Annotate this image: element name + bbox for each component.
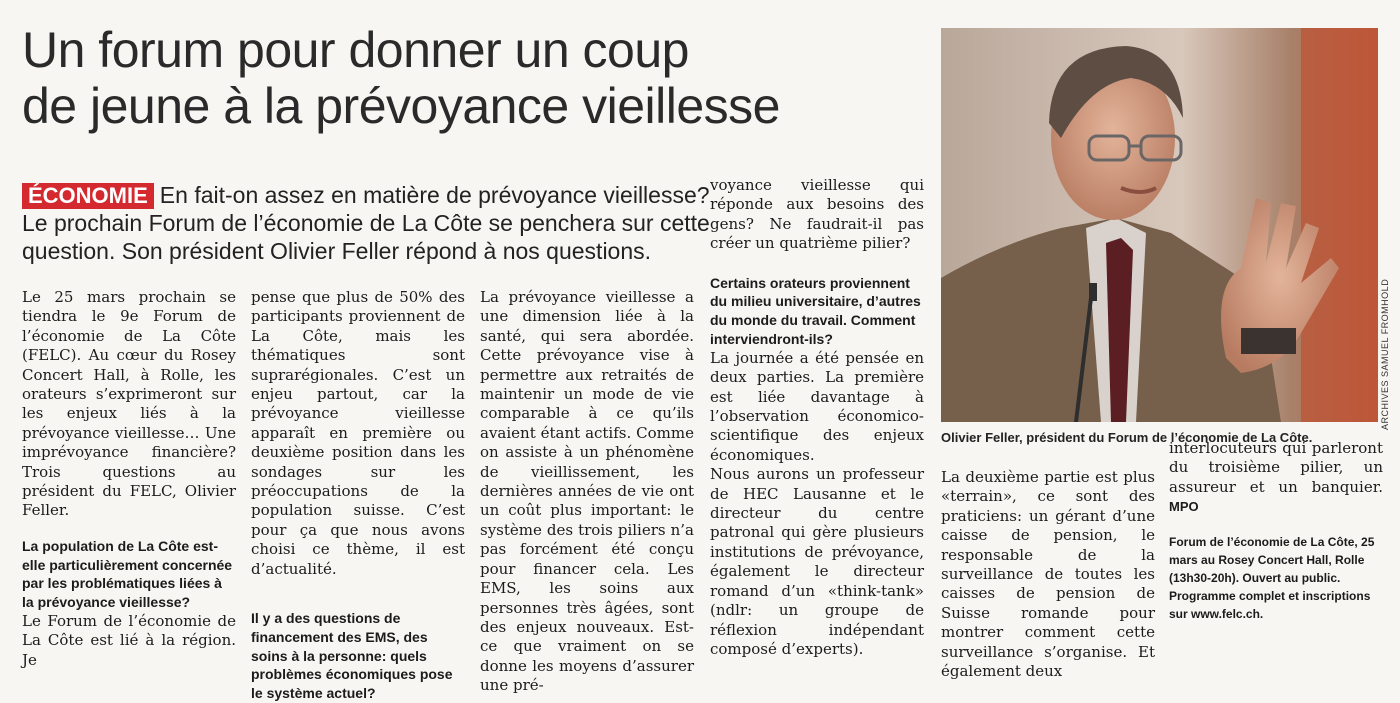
closing-text: interlocuteurs qui parleront du troisième pilier, un assureur et un banquier. [1169,439,1383,496]
answer-3-part-1: La journée a été pensée en deux parties. La première est liée davantage à l’observation économico-scientifique des enjeux économiques. [710,348,924,464]
question-3: Certains orateurs proviennent du milieu universitaire, d’autres du monde du travail. Comment interviendront-ils? [710,274,921,348]
answer-3-end [1169,439,1383,517]
answer-2-end: voyance vieillesse qui réponde aux besoins des gens? Ne faudrait-il pas créer un quatrième pilier? [710,176,924,253]
answer-3-part-3: La deuxième partie est plus «terrain», ce sont des praticiens: un gérant d’une caisse de pension, le responsable de la surveillance de toutes les caisses de pension de Suisse romande pour montrer comment cette surveillance s’organise. Et également deux [941,468,1155,681]
section-kicker: ÉCONOMIE [22,183,154,209]
answer-1-end: pense que plus de 50% des participants proviennent de La Côte, mais les thématiques sont suprarégionales. C’est un enjeu partout, car la prévoyance vieillesse apparaît en première ou deuxième position dans les sondages sur les préoccupations de la population suisse. C’est pour ça que nous avons choisi ce thème, il est d’actualité. [251,288,465,578]
answer-2: La prévoyance vieillesse a une dimension liée à la santé, qui sera abordée. Cette prévoyance vise à permettre aux retraités de maintenir un mode de vie comparable à ce qu’ils avaient étant actifs. Comme on assiste à un phénomène de vieillissement, les dernières années de vie ont un coût plus important: le système des trois piliers n’a pas forcément été conçu pour financer cela. Les EMS, les soins aux personnes très âgées, sont des enjeux nouveaux. Est-ce que vraiment on se donne les moyens d’assurer une pré- [480,288,694,695]
headline [22,22,922,134]
photo-credit [1380,250,1400,430]
event-info: Forum de l’économie de La Côte, 25 mars au Rosey Concert Hall, Rolle (13h30-20h). Ouvert au public. Programme complet et inscriptions sur www.felc.ch. [1169,534,1375,621]
article-column-4 [710,176,924,659]
article-column-6 [1169,439,1383,623]
article-column-2 [251,288,465,703]
article-column-5 [941,468,1155,681]
photo-caption: Olivier Feller, président du Forum de l’économie de La Côte. [941,430,1313,445]
answer-3-part-2: Nous aurons un professeur de HEC Lausanne et le directeur du centre patronal qui gère plusieurs institutions de prévoyance, également le directeur romand d’un «think-tank» (ndlr: un groupe de réflexion indépendant composé d’experts). [710,465,924,658]
author-signature: MPO [1169,499,1199,515]
headline-line-1: Un forum pour donner un coup [22,22,689,78]
portrait-photo [941,28,1378,422]
article-column-3 [480,288,694,696]
answer-1-start: Le Forum de l’économie de La Côte est lié à la région. Je [22,612,236,669]
portrait-illustration [941,28,1378,422]
question-1: La population de La Côte est-elle particulièrement concernée par les problématiques liées à la prévoyance vieillesse? [22,537,233,611]
lead-paragraph [22,181,712,265]
article-column-1 [22,288,236,670]
photo-credit-text: ARCHIVES SAMUEL FROMHOLD [1380,278,1390,430]
intro-paragraph: Le 25 mars prochain se tiendra le 9e Forum de l’économie de La Côte (FELC). Au cœur du Rosey Concert Hall, à Rolle, les orateurs s’exprimeront sur les enjeux liés à la prévoyance vieillesse… Une imprévoyance financière? Trois questions au président du FELC, Olivier Feller. [22,288,236,520]
question-2: Il y a des questions de financement des EMS, des soins à la personne: quels problèmes économiques pose le système actuel? [251,610,453,702]
headline-line-2: de jeune à la prévoyance vieillesse [22,78,780,134]
lead-text: En fait-on assez en matière de prévoyance vieillesse? Le prochain Forum de l’économie de La Côte se penchera sur cette question. Son président Olivier Feller répond à nos questions. [22,182,710,264]
